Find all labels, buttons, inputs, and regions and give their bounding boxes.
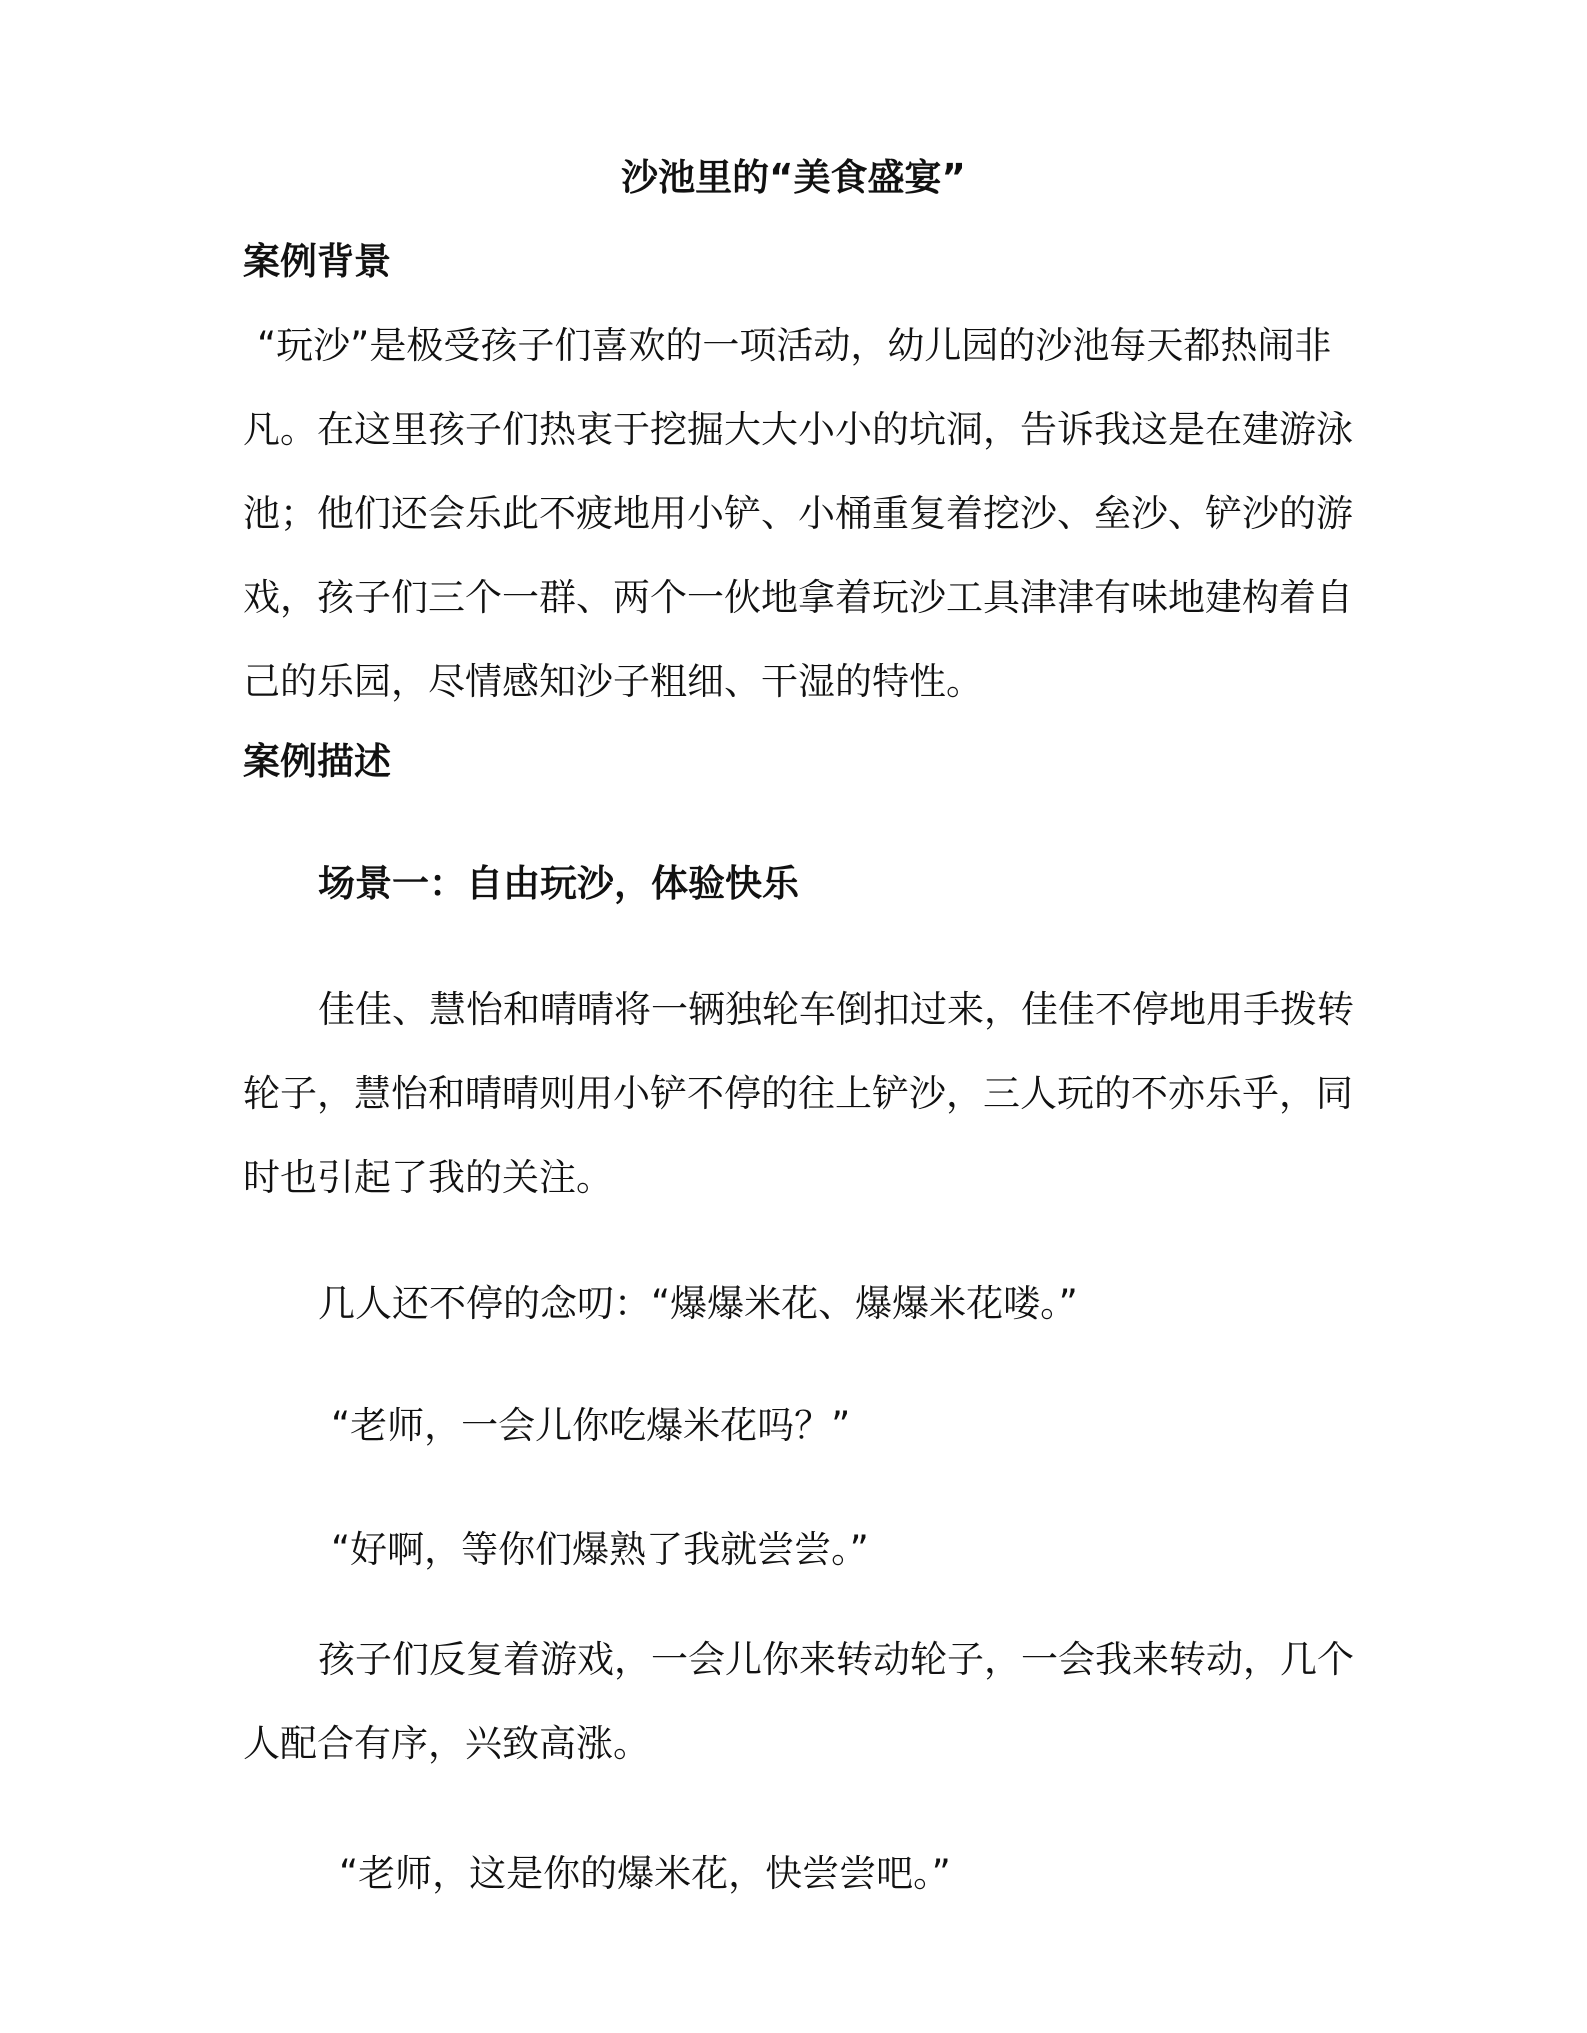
document-title: 沙池里的“美食盛宴” [621, 156, 966, 199]
paragraph-line: 人配合有序，兴致高涨。 [243, 1722, 650, 1765]
section-heading-description: 案例描述 [243, 740, 391, 783]
paragraph-line: 戏，孩子们三个一群、两个一伙地拿着玩沙工具津津有味地建构着自 [243, 576, 1353, 619]
paragraph-line: 池；他们还会乐此不疲地用小铲、小桶重复着挖沙、垒沙、铲沙的游 [243, 492, 1353, 535]
paragraph-line: “好啊，等你们爆熟了我就尝尝。” [331, 1528, 869, 1571]
paragraph-line: 佳佳、慧怡和晴晴将一辆独轮车倒扣过来，佳佳不停地用手拨转 [318, 988, 1354, 1031]
paragraph-line: 时也引起了我的关注。 [243, 1156, 613, 1199]
scene-one-paragraph-6 [243, 1832, 1353, 1916]
paragraph-line: “玩沙”是极受孩子们喜欢的一项活动，幼儿园的沙池每天都热闹非 [257, 324, 1332, 367]
scene-one-paragraph-2 [243, 1262, 1353, 1346]
background-paragraph [243, 304, 1353, 724]
scene-one-heading: 场景一：自由玩沙，体验快乐 [318, 862, 799, 905]
scene-one-paragraph-5 [243, 1618, 1353, 1786]
paragraph-line: 孩子们反复着游戏，一会儿你来转动轮子，一会我来转动，几个 [318, 1638, 1354, 1681]
paragraph-line: 几人还不停的念叨：“爆爆米花、爆爆米花喽。” [318, 1282, 1078, 1325]
scene-one-paragraph-4 [243, 1508, 1353, 1592]
scene-one-paragraph-1 [243, 968, 1353, 1220]
paragraph-line: “老师，一会儿你吃爆米花吗？” [331, 1404, 851, 1447]
paragraph-line: 己的乐园，尽情感知沙子粗细、干湿的特性。 [243, 660, 983, 703]
paragraph-line: “老师，这是你的爆米花，快尝尝吧。” [339, 1852, 951, 1895]
paragraph-line: 轮子，慧怡和晴晴则用小铲不停的往上铲沙，三人玩的不亦乐乎，同 [243, 1072, 1353, 1115]
paragraph-line: 凡。在这里孩子们热衷于挖掘大大小小的坑洞，告诉我这是在建游泳 [243, 408, 1353, 451]
section-heading-background: 案例背景 [243, 240, 391, 283]
scene-one-paragraph-3 [243, 1384, 1353, 1468]
